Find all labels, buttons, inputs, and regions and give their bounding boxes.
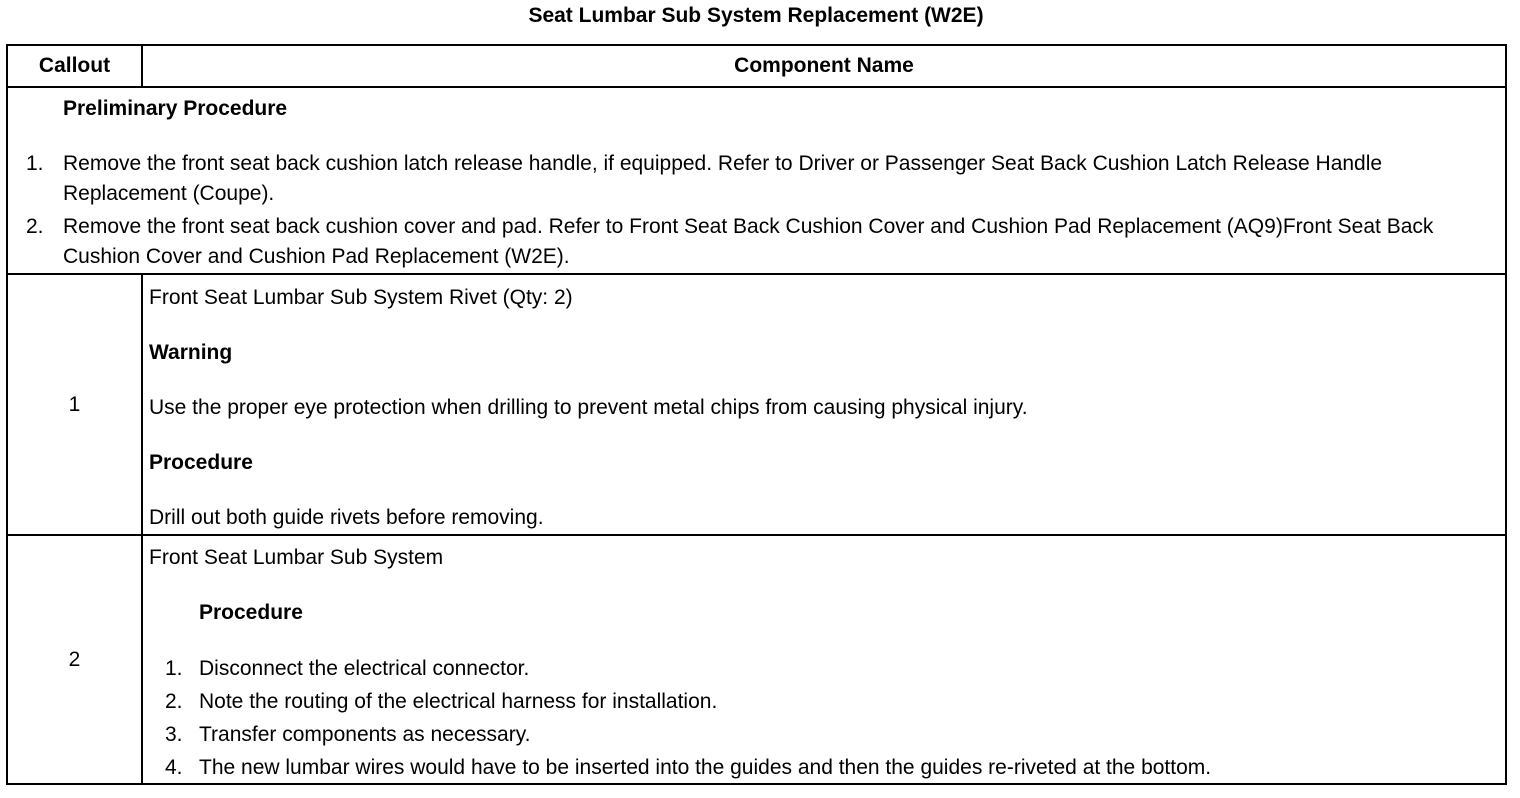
callout-cell: 2: [7, 535, 142, 784]
step-number: 2.: [26, 215, 44, 238]
preliminary-cell: [7, 87, 1506, 274]
preliminary-heading: Preliminary Procedure: [63, 97, 288, 120]
step-text: The new lumbar wires would have to be inserted into the guides and then the guides re-riveted at the bottom.: [199, 756, 1212, 779]
step-text: Disconnect the electrical connector.: [199, 657, 530, 680]
step-number: 1.: [26, 152, 44, 175]
header-callout: Callout: [7, 45, 142, 87]
step-text: Remove the front seat back cushion latch release handle, if equipped. Refer to Driver or Passenger Seat Back Cushion Latch Release Handle Replacement (Coupe).: [63, 152, 1383, 205]
procedure-heading: Procedure: [149, 451, 253, 474]
procedure-steps: [143, 654, 1211, 786]
list-item: [143, 687, 1211, 717]
warning-text: Use the proper eye protection when drilling to prevent metal chips from causing physical injury.: [149, 396, 1028, 419]
preliminary-steps: [8, 149, 1498, 275]
step-text: Transfer components as necessary.: [199, 723, 531, 746]
document-title: Seat Lumbar Sub System Replacement (W2E): [528, 4, 984, 27]
callout-cell: 1: [7, 274, 142, 535]
warning-heading: Warning: [149, 341, 233, 364]
list-item: [143, 720, 1211, 750]
procedure-table: [6, 44, 1507, 785]
header-component-name: Component Name: [142, 45, 1506, 87]
step-number: 4.: [165, 756, 183, 779]
component-cell: [142, 535, 1506, 784]
component-name: Front Seat Lumbar Sub System: [149, 546, 444, 569]
table-row: [7, 274, 1506, 535]
procedure-heading: Procedure: [199, 601, 303, 624]
step-number: 2.: [165, 690, 183, 713]
list-item: [8, 149, 1498, 209]
procedure-text: Drill out both guide rivets before removing.: [149, 506, 544, 529]
component-cell: [142, 274, 1506, 535]
preliminary-row: [7, 87, 1506, 274]
step-number: 1.: [165, 657, 183, 680]
list-item: [143, 654, 1211, 684]
step-text: Note the routing of the electrical harness for installation.: [199, 690, 718, 713]
component-name: Front Seat Lumbar Sub System Rivet (Qty: 2): [149, 286, 573, 309]
step-number: 3.: [165, 723, 183, 746]
list-item: [143, 753, 1211, 783]
step-text: Remove the front seat back cushion cover and pad. Refer to Front Seat Back Cushion Cover and Cushion Pad Replacement (AQ9)Front Seat Back Cushion Cover and Cushion Pad Replacement (W2E).: [63, 215, 1434, 268]
table-header-row: [7, 45, 1506, 87]
list-item: [8, 212, 1498, 272]
table-row: [7, 535, 1506, 784]
